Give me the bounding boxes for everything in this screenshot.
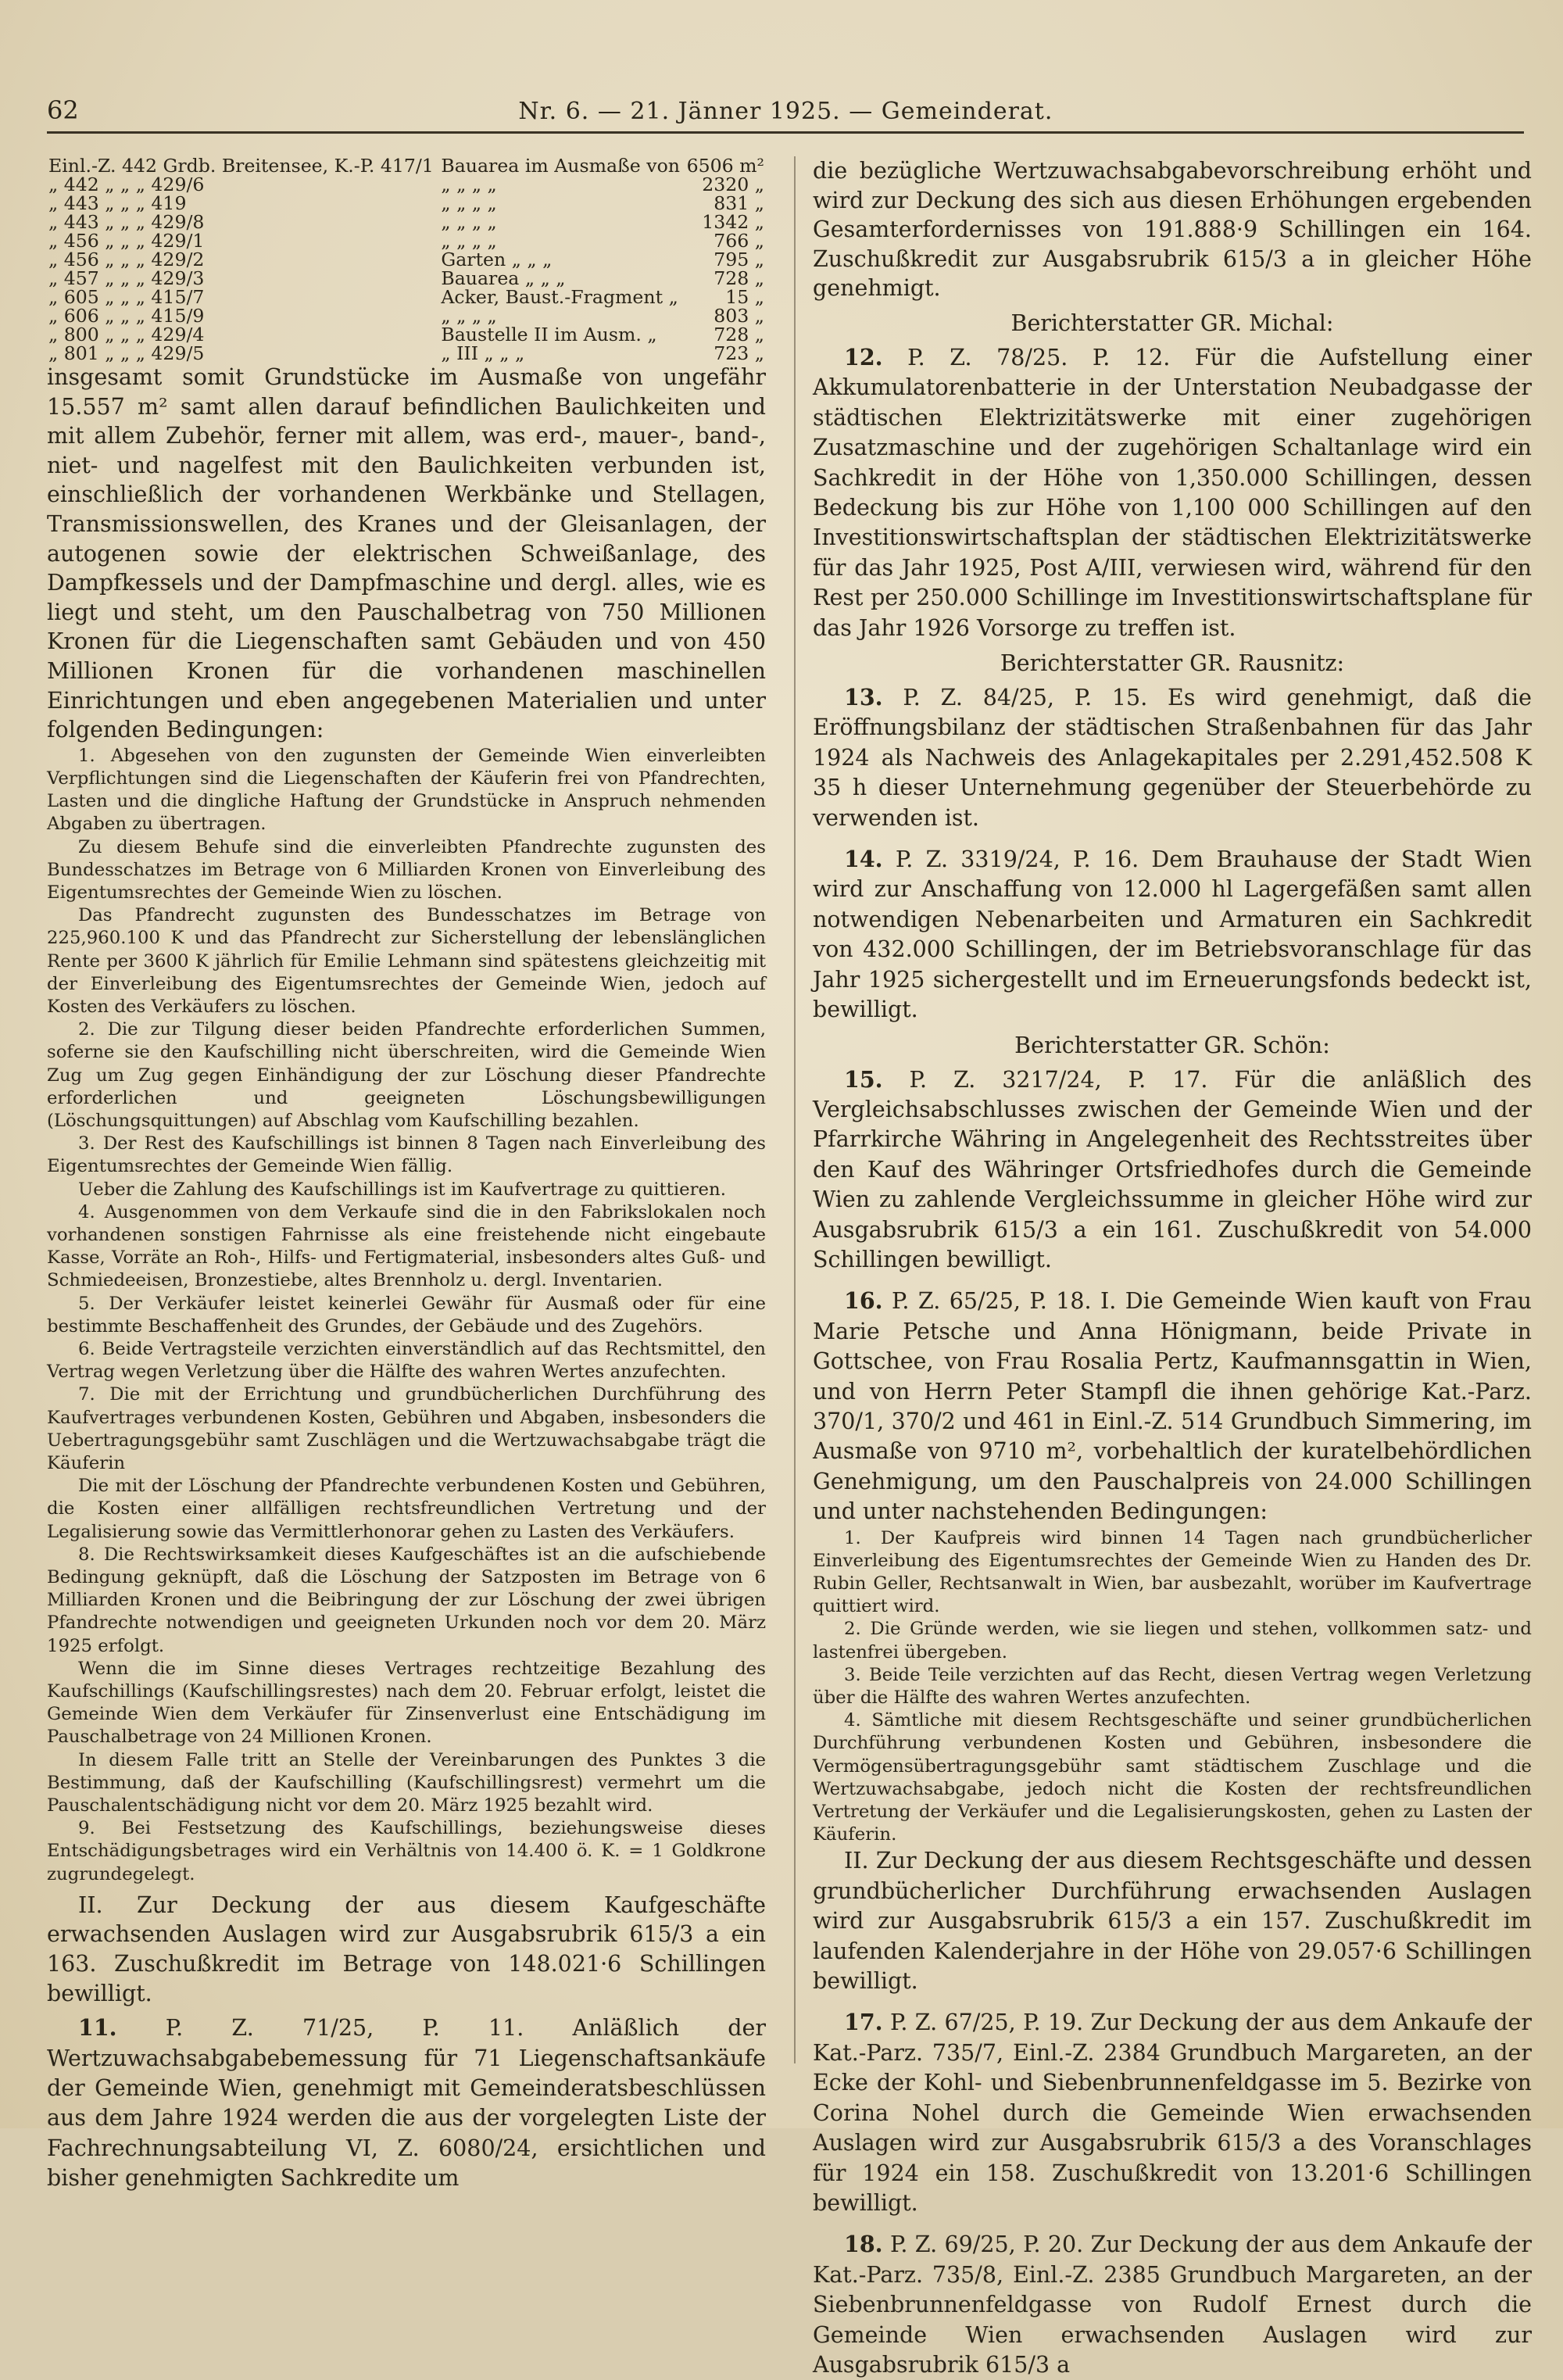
left-column: [47, 155, 766, 2192]
item-16-part2: II. Zur Deckung der aus diesem Rechtsgeschäfte und dessen grundbücherlicher Durchführung erwachsenden Auslagen wird zur Ausgabsrubrik 615/3 a ein 157. Zuschußkredit im laufenden Kalenderjahre in der Höhe von 29.057·6 Schillingen bewilligt.: [813, 1848, 1532, 1995]
plot-area: 723 „: [714, 342, 764, 364]
item-16: [813, 1286, 1532, 1526]
plot-type: „ III „ „ „: [441, 342, 525, 364]
sale-conditions: [47, 745, 766, 1886]
condition-paragraph: In diesem Falle tritt an Stelle der Vereinbarungen des Punktes 3 die Bestimmung, daß der Kaufschilling (Kaufschillingsrest) vermehrt um die Pauschalentschädigung nicht vor dem 20. März 1925 bezahlt wird.: [47, 1749, 766, 1816]
plot-area: 803 „: [714, 305, 764, 327]
plot-row: [47, 288, 766, 306]
plot-type: Acker, Baust.-Fragment „: [441, 286, 678, 308]
plot-row: [47, 213, 766, 231]
plot-area: 831 „: [714, 192, 764, 214]
condition-paragraph: 1. Der Kaufpreis wird binnen 14 Tagen nach grundbücherlicher Einverleibung des Eigentumsrechtes der Gemeinde Wien zu Handen des Dr. Rubin Geller, Rechtsanwalt in Wien, bar ausbezahlt, worüber im Kaufvertrage quittiert wird.: [813, 1527, 1532, 1617]
plot-row: [47, 269, 766, 288]
plot-table: [47, 156, 766, 363]
condition-paragraph: Wenn die im Sinne dieses Vertrages rechtzeitige Bezahlung des Kaufschillings (Kaufschillingsrestes) nach dem 20. Februar erfolgt, leistet die Gemeinde Wien dem Verkäufer für Zinsenverlust eine Entschädigung im Pauschalbetrage von 24 Millionen Kronen.: [47, 1658, 766, 1748]
item-16-number: 16.: [844, 1287, 883, 1315]
item-17-text: P. Z. 67/25, P. 19. Zur Deckung der aus dem Ankaufe der Kat.-Parz. 735/7, Einl.-Z. 2384 Grundbuch Margareten, an der Ecke der Kohl- und Siebenbrunnenfeldgasse im 5. Bezirke von Corina Nohel durch die Gemeinde Wien erwachsenden Auslagen wird zur Ausgabsrubrik 615/3 a des Voranschlages für 1924 ein 158. Zuschußkredit von 13.201·6 Schillingen bewilligt.: [813, 2010, 1532, 2216]
item-17: [813, 2007, 1532, 2218]
plot-area: 795 „: [714, 249, 764, 270]
plot-parcel: „ 457 „ „ „ 429/3: [48, 267, 205, 289]
condition-paragraph: 3. Beide Teile verzichten auf das Recht, diesen Vertrag wegen Verletzung über die Hälfte des wahren Wertes anzufechten.: [813, 1664, 1532, 1709]
plot-row: [47, 194, 766, 213]
item-16-text: P. Z. 65/25, P. 18. I. Die Gemeinde Wien kauft von Frau Marie Petsche und Anna Hönigmann, beide Private in Gottschee, von Frau Rosalia Pertz, Kaufmannsgattin in Wien, und von Herrn Peter Stampfl die ihnen gehörige Kat.-Parz. 370/1, 370/2 und 461 in Einl.-Z. 514 Grundbuch Simmering, im Ausmaße von 9710 m², vorbehaltlich der kuratelbehördlichen Genehmigung, um den Pauschalpreis von 24.000 Schillingen und unter nachstehenden Bedingungen:: [813, 1288, 1532, 1525]
plot-row: [47, 175, 766, 194]
plot-row: [47, 250, 766, 269]
plot-area: 2320 „: [702, 174, 764, 195]
reporter-michal: Berichterstatter GR. Michal:: [1010, 310, 1334, 336]
plot-area: 766 „: [714, 230, 764, 252]
item-14-number: 14.: [844, 846, 883, 873]
reporter-schoen: Berichterstatter GR. Schön:: [1014, 1032, 1330, 1058]
condition-paragraph: 2. Die zur Tilgung dieser beiden Pfandrechte erforderlichen Summen, soferne sie den Kaufschilling nicht überschreiten, wird die Gemeinde Wien Zug um Zug gegen Einhändigung der zur Löschung dieser Pfandrechte erforderlichen und geeigneten Löschungsbewilligungen (Löschungsquittungen) auf Abschlag vom Kaufschilling bezahlen.: [47, 1019, 766, 1131]
plot-type: „ „ „ „: [441, 305, 497, 327]
plot-parcel: „ 443 „ „ „ 429/8: [48, 211, 205, 233]
right-column: [813, 156, 1532, 2378]
item-15-number: 15.: [844, 1065, 883, 1093]
condition-paragraph: 6. Beide Vertragsteile verzichten einverständlich auf das Rechtsmittel, den Vertrag wegen Verletzung über die Hälfte des wahren Wertes anzufechten.: [47, 1339, 766, 1383]
plot-parcel: „ 606 „ „ „ 415/9: [48, 305, 205, 327]
plot-area: 1342 „: [702, 211, 764, 233]
item-14-text: P. Z. 3319/24, P. 16. Dem Brauhause der Stadt Wien wird zur Anschaffung von 12.000 hl Lagergefäßen samt allen notwendigen Nebenarbeiten und Armaturen ein Sachkredit von 432.000 Schillingen, der im Betriebsvoranschlage für das Jahr 1925 sichergestellt und im Erneuerungsfonds bedeckt ist, bewilligt.: [813, 846, 1532, 1023]
plot-parcel: „ 443 „ „ „ 419: [48, 192, 187, 214]
plot-area: 728 „: [714, 324, 764, 345]
condition-paragraph: 8. Die Rechtswirksamkeit dieses Kaufgeschäftes ist an die aufschiebende Bedingung geknüpft, daß die Löschung der Satzposten im Betrage von 6 Milliarden Kronen und die Beibringung der zur Löschung der zwei übrigen Pfandrechte notwendigen und geeigneten Urkunden noch vor dem 20. März 1925 erfolgt.: [47, 1544, 766, 1656]
item-11-continuation: die bezügliche Wertzuwachsabgabevorschreibung erhöht und wird zur Deckung des sich aus diesen Erhöhungen ergebenden Gesamterfordernisses von 191.888·9 Schillingen ein 164. Zuschußkredit zur Ausgabsrubrik 615/3 a in gleicher Höhe genehmigt.: [813, 158, 1532, 302]
condition-paragraph: Die mit der Löschung der Pfandrechte verbundenen Kosten und Gebühren, die Kosten einer allfälligen rechtsfreundlichen Vertretung und der Legalisierung sowie das Vermittlerhonorar gehen zu Lasten des Verkäufers.: [47, 1476, 766, 1542]
sale-part2: II. Zur Deckung der aus diesem Kaufgeschäfte erwachsenden Auslagen wird zur Ausgabsrubrik 615/3 a ein 163. Zuschußkredit im Betrage von 148.021·6 Schillingen bewilligt.: [47, 1891, 766, 2006]
item-11: [47, 2013, 766, 2193]
item-13-text: P. Z. 84/25, P. 15. Es wird genehmigt, daß die Eröffnungsbilanz der städtischen Straßenbahnen für das Jahr 1924 als Nachweis des Anlagekapitales per 2.291,452.508 K 35 h dieser Unternehmung gegenüber der Steuerbehörde zu verwenden ist.: [813, 685, 1532, 831]
plot-type: „ „ „ „: [441, 230, 497, 252]
condition-paragraph: 9. Bei Festsetzung des Kaufschillings, beziehungsweise dieses Entschädigungsbetrages wird ein Verhältnis von 14.400 ö. K. = 1 Goldkrone zugrundegelegt.: [47, 1818, 766, 1884]
plot-type: Baustelle II im Ausm. „: [441, 324, 657, 345]
plot-parcel: „ 456 „ „ „ 429/1: [48, 230, 205, 252]
item-16-conditions: [813, 1527, 1532, 1847]
item-18: [813, 2229, 1532, 2380]
plot-type: „ „ „ „: [441, 174, 497, 195]
condition-paragraph: 4. Ausgenommen von dem Verkaufe sind die in den Fabrikslokalen noch vorhandenen sonstigen Fahrnisse als eine freistehende nicht eingebaute Kasse, Vorräte an Roh-, Hilfs- und Fertigmaterial, insbesonders altes Guß- und Schmiedeeisen, Bronzestiebe, altes Brennholz u. dergl. Inventarien.: [47, 1201, 766, 1291]
plot-row: [47, 156, 766, 175]
page-header: [47, 77, 1524, 134]
item-13-number: 13.: [844, 684, 883, 711]
sale-intro: insgesamt somit Grundstücke im Ausmaße von ungefähr 15.557 m² samt allen darauf befindlichen Baulichkeiten und mit allem Zubehör, ferner mit allem, was erd-, mauer-, band-, niet- und nagelfest mit den Baulichkeiten verbunden ist, einschließlich der vorhandenen Werkbänke und Stellagen, Transmissionswellen, des Kranes und der Gleisanlagen, der autogenen sowie der elektrischen Schweißanlage, des Dampfkessels und der Dampfmaschine und dergl. alles, wie es liegt und steht, um den Pauschalbetrag von 750 Millionen Kronen für die Liegenschaften samt Gebäuden und von 450 Millionen Kronen für die vorhandenen maschinellen Einrichtungen und eben angegebenen Materialien und unter folgenden Bedingungen:: [47, 364, 766, 743]
plot-type: Garten „ „ „: [441, 249, 553, 270]
plot-area: 728 „: [714, 267, 764, 289]
column-divider: [794, 156, 796, 2063]
page-number: 62: [47, 95, 79, 125]
plot-parcel: „ 605 „ „ „ 415/7: [48, 286, 205, 308]
condition-paragraph: 2. Die Gründe werden, wie sie liegen und stehen, vollkommen satz- und lastenfrei übergeben.: [813, 1619, 1532, 1662]
running-title: Nr. 6. — 21. Jänner 1925. — Gemeinderat.: [518, 98, 1053, 125]
plot-parcel: Einl.-Z. 442 Grdb. Breitensee, K.-P. 417/1: [48, 155, 434, 177]
condition-paragraph: Ueber die Zahlung des Kaufschillings ist im Kaufvertrage zu quittieren.: [78, 1179, 726, 1200]
plot-parcel: „ 800 „ „ „ 429/4: [48, 324, 205, 345]
condition-paragraph: 5. Der Verkäufer leistet keinerlei Gewähr für Ausmaß oder für eine bestimmte Beschaffenheit des Grundes, der Gebäude und des Zugehörs.: [47, 1293, 766, 1337]
item-15: [813, 1065, 1532, 1276]
condition-paragraph: 4. Sämtliche mit diesem Rechtsgeschäfte und seiner grundbücherlichen Durchführung verbundenen Kosten und Gebühren, insbesondere die Vermögensübertragungsgebühr samt städtischem Zuschlage und die Wertzuwachsabgabe, jedoch nicht die Kosten der rechtsfreundlichen Vertretung der Verkäufer und die Legalisierungskosten, gehen zu Lasten der Käuferin.: [813, 1710, 1532, 1845]
condition-paragraph: 7. Die mit der Errichtung und grundbücherlichen Durchführung des Kaufvertrages verbundenen Kosten, Gebühren und Abgaben, insbesonders die Uebertragungsgebühr samt Zuschlägen und die Wertzuwachsabgabe trägt die Käuferin: [47, 1384, 766, 1474]
item-15-text: P. Z. 3217/24, P. 17. Für die anläßlich des Vergleichsabschlusses zwischen der Gemeinde Wien und der Pfarrkirche Währing in Angelegenheit des Rechtsstreites über den Kauf des Währinger Ortsfriedhofes durch die Gemeinde Wien zu zahlende Vergleichssumme in gleicher Höhe wird zur Ausgabsrubrik 615/3 a ein 161. Zuschußkredit von 54.000 Schillingen bewilligt.: [813, 1066, 1532, 1272]
condition-paragraph: 1. Abgesehen von den zugunsten der Gemeinde Wien einverleibten Verpflichtungen sind die Liegenschaften der Käuferin frei von Pfandrechten, Lasten und die dingliche Haftung der Grundstücke in Anspruch nehmenden Abgaben zu übertragen.: [47, 745, 766, 835]
plot-row: [47, 231, 766, 250]
item-13: [813, 682, 1532, 833]
plot-area: 15 „: [725, 286, 764, 308]
plot-parcel: „ 801 „ „ „ 429/5: [48, 342, 205, 364]
item-14: [813, 844, 1532, 1025]
reporter-rausnitz: Berichterstatter GR. Rausnitz:: [1000, 650, 1345, 677]
plot-row: [47, 306, 766, 325]
condition-paragraph: Zu diesem Behufe sind die einverleibten Pfandrechte zugunsten des Bundesschatzes im Betrage von 6 Milliarden Kronen von Einverleibung des Eigentumsrechtes der Gemeinde Wien zu löschen.: [47, 836, 766, 903]
plot-parcel: „ 456 „ „ „ 429/2: [48, 249, 205, 270]
condition-paragraph: Das Pfandrecht zugunsten des Bundesschatzes im Betrage von 225,960.100 K und das Pfandrecht zur Sicherstellung der lebenslänglichen Rente per 3600 K jährlich für Emilie Lehmann sind spätestens gleichzeitig mit der Einverleibung des Eigentumsrechtes der Gemeinde Wien, jedoch auf Kosten des Verkäufers zu löschen.: [47, 905, 766, 1017]
item-12: [813, 342, 1532, 643]
item-11-text: P. Z. 71/25, P. 11. Anläßlich der Wertzuwachsabgabebemessung für 71 Liegenschaftsankäufe der Gemeinde Wien, genehmigt mit Gemeinderatsbeschlüssen aus dem Jahre 1924 werden die aus der vorgelegten Liste der Fachrechnungsabteilung VI, Z. 6080/24, ersichtlichen und bisher genehmigten Sachkredite um: [47, 2015, 766, 2192]
plot-area: 6506 m²: [686, 155, 764, 177]
plot-type: Bauarea „ „ „: [441, 267, 566, 289]
item-18-number: 18.: [844, 2231, 883, 2258]
item-12-text: P. Z. 78/25. P. 12. Für die Aufstellung einer Akkumulatorenbatterie in der Unterstation Neubadgasse der städtischen Elektrizitätswerke mit einer zugehörigen Zusatzmaschine und der zugehörigen Schaltanlage wird ein Sachkredit in der Höhe von 1,350.000 Schillingen, dessen Bedeckung bis zur Höhe von 1,100 000 Schillingen auf den Investitionswirtschaftsplan der städtischen Elektrizitätswerke für das Jahr 1925, Post A/III, verwiesen wird, während für den Rest per 250.000 Schillinge im Investitionswirtschaftsplane für das Jahr 1926 Vorsorge zu treffen ist.: [813, 344, 1532, 641]
plot-type: „ „ „ „: [441, 211, 497, 233]
item-12-number: 12.: [844, 343, 883, 370]
plot-row: [47, 344, 766, 363]
item-18-text: P. Z. 69/25, P. 20. Zur Deckung der aus dem Ankaufe der Kat.-Parz. 735/8, Einl.-Z. 2385 Grundbuch Margareten, an der Siebenbrunnenfeldgasse von Rudolf Ernest durch die Gemeinde Wien erwachsenden Auslagen wird zur Ausgabsrubrik 615/3 a: [813, 2231, 1532, 2378]
plot-row: [47, 325, 766, 344]
condition-paragraph: 3. Der Rest des Kaufschillings ist binnen 8 Tagen nach Einverleibung des Eigentumsrechtes der Gemeinde Wien fällig.: [47, 1133, 766, 1177]
plot-type: Bauarea im Ausmaße von: [441, 155, 680, 177]
plot-parcel: „ 442 „ „ „ 429/6: [48, 174, 205, 195]
item-11-number: 11.: [78, 2014, 117, 2042]
plot-type: „ „ „ „: [441, 192, 497, 214]
item-17-number: 17.: [844, 2009, 883, 2036]
